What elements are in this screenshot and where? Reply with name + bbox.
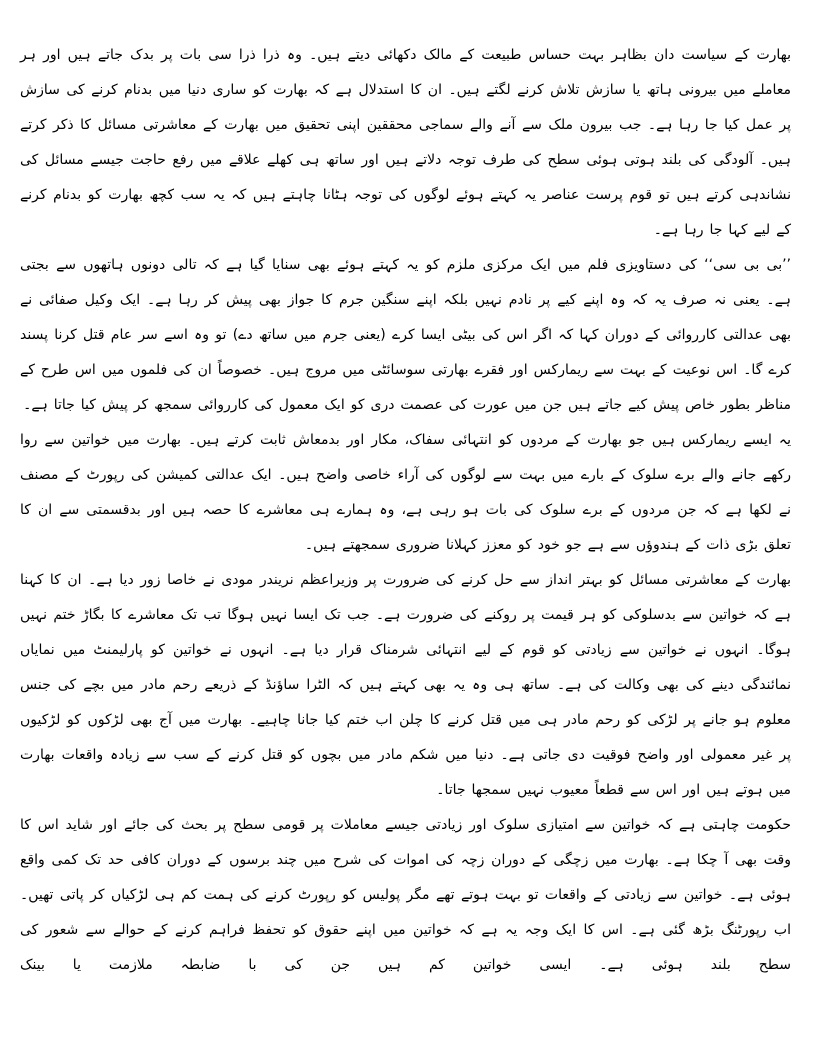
paragraph-5: حکومت چاہتی ہے کہ خواتین سے امتیازی سلوک اور زیادتی جیسے معاملات پر قومی سطح پر بحث کی جائے اور شاید اس کا وقت بھی آ چکا ہے۔ بھارت میں زچگی کے دوران زچہ کی اموات کی شرح میں چند برسوں کے دوران کافی حد تک کمی واقع ہوئی ہے۔ خواتین سے زیادتی کے واقعات تو بہت ہوتے تھے مگر پولیس کو رپورٹ کرنے کی ہمت کم ہی لڑکیاں کر پاتی تھیں۔ اب رپورٹنگ بڑھ گئی ہے۔ اس کا ایک وجہ یہ ہے کہ خواتین میں اپنے حقوق کو تحفظ فراہم کرنے کے حوالے سے شعور کی سطح بلند ہوئی ہے۔ ایسی خواتین کم ہیں جن کی با ضابطہ ملازمت یا بینک [20, 817, 791, 973]
paragraph-1: بھارت کے سیاست دان بظاہر بہت حساس طبیعت کے مالک دکھائی دیتے ہیں۔ وہ ذرا ذرا سی بات پر بدک جاتے ہیں اور ہر معاملے میں بیرونی ہاتھ یا سازش تلاش کرنے لگتے ہیں۔ ان کا استدلال ہے کہ بھارت کو ساری دنیا میں بدنام کرنے کی سازش پر عمل کیا جا رہا ہے۔ جب بیرون ملک سے آنے والے سماجی محققین اپنی تحقیق میں بھارت کے معاشرتی مسائل کا ذکر کرتے ہیں۔ آلودگی کی بلند ہوتی ہوئی سطح کی طرف توجہ دلاتے ہیں اور ساتھ ہی کھلے علاقے میں رفع حاجت جیسے مسائل کی نشاندہی کرتے ہیں تو قوم پرست عناصر یہ کہتے ہوئے لوگوں کی توجہ ہٹانا چاہتے ہیں کہ یہ سب کچھ بھارت کو بدنام کرنے کے لیے کہا جا رہا ہے۔ [20, 47, 791, 238]
paragraph-4: بھارت کے معاشرتی مسائل کو بہتر انداز سے حل کرنے کی ضرورت پر وزیراعظم نریندر مودی نے خاصا زور دیا ہے۔ ان کا کہنا ہے کہ خواتین سے بدسلوکی کو ہر قیمت پر روکنے کی ضرورت ہے۔ جب تک ایسا نہیں ہوگا تب تک معاشرے کا بگاڑ ختم نہیں ہوگا۔ انہوں نے خواتین سے زیادتی کو قوم کے لیے انتہائی شرمناک قرار دیا ہے۔ انہوں نے خواتین کو پارلیمنٹ میں نمایاں نمائندگی دینے کی بھی وکالت کی ہے۔ ساتھ ہی وہ یہ بھی کہتے ہیں کہ الٹرا ساؤنڈ کے ذریعے رحم مادر میں بچے کی جنس معلوم ہو جانے پر لڑکی کو رحم مادر ہی میں قتل کرنے کا چلن اب ختم کیا جانا چاہیے۔ بھارت میں آج بھی لڑکوں کو لڑکیوں پر غیر معمولی اور واضح فوقیت دی جاتی ہے۔ دنیا میں شکم مادر میں بچوں کو قتل کرنے کے سب سے زیادہ واقعات بھارت میں ہوتے ہیں اور اس سے قطعاً معیوب نہیں سمجھا جاتا۔ [20, 572, 791, 798]
paragraph-2: ’’بی بی سی‘‘ کی دستاویزی فلم میں ایک مرکزی ملزم کو یہ کہتے ہوئے بھی سنایا گیا ہے کہ تالی دونوں ہاتھوں سے بجتی ہے۔ یعنی نہ صرف یہ کہ وہ اپنے کیے پر نادم نہیں بلکہ اپنے سنگین جرم کا جواز بھی پیش کر رہا ہے۔ ایک وکیل صفائی نے بھی عدالتی کارروائی کے دوران کہا کہ اگر اس کی بیٹی ایسا کرے (یعنی جرم میں ساتھ دے) تو وہ اسے سر عام قتل کرنا پسند کرے گا۔ اس نوعیت کے بہت سے ریمارکس اور فقرے بھارتی سوسائٹی میں مروج ہیں۔ خصوصاً ان کی فلموں میں اس طرح کے مناظر بطور خاص پیش کیے جاتے ہیں جن میں عورت کی عصمت دری کو ایک معمول کی کارروائی سمجھ کر پیش کیا جاتا ہے۔ [20, 257, 791, 413]
paragraph-3: یہ ایسے ریمارکس ہیں جو بھارت کے مردوں کو انتہائی سفاک، مکار اور بدمعاش ثابت کرتے ہیں۔ بھارت میں خواتین سے روا رکھے جانے والے برے سلوک کے بارے میں بہت سے لوگوں کی آراء خاصی واضح ہیں۔ ایک عدالتی کمیشن کی رپورٹ کے مصنف نے لکھا ہے کہ جن مردوں کے برے سلوک کی بات ہو رہی ہے، وہ ہمارے ہی معاشرے کا حصہ ہیں اور بدقسمتی سے ان کا تعلق بڑی ذات کے ہندوؤں سے ہے جو خود کو معزز کہلانا ضروری سمجھتے ہیں۔ [20, 432, 791, 553]
article-text-column [20, 38, 791, 983]
